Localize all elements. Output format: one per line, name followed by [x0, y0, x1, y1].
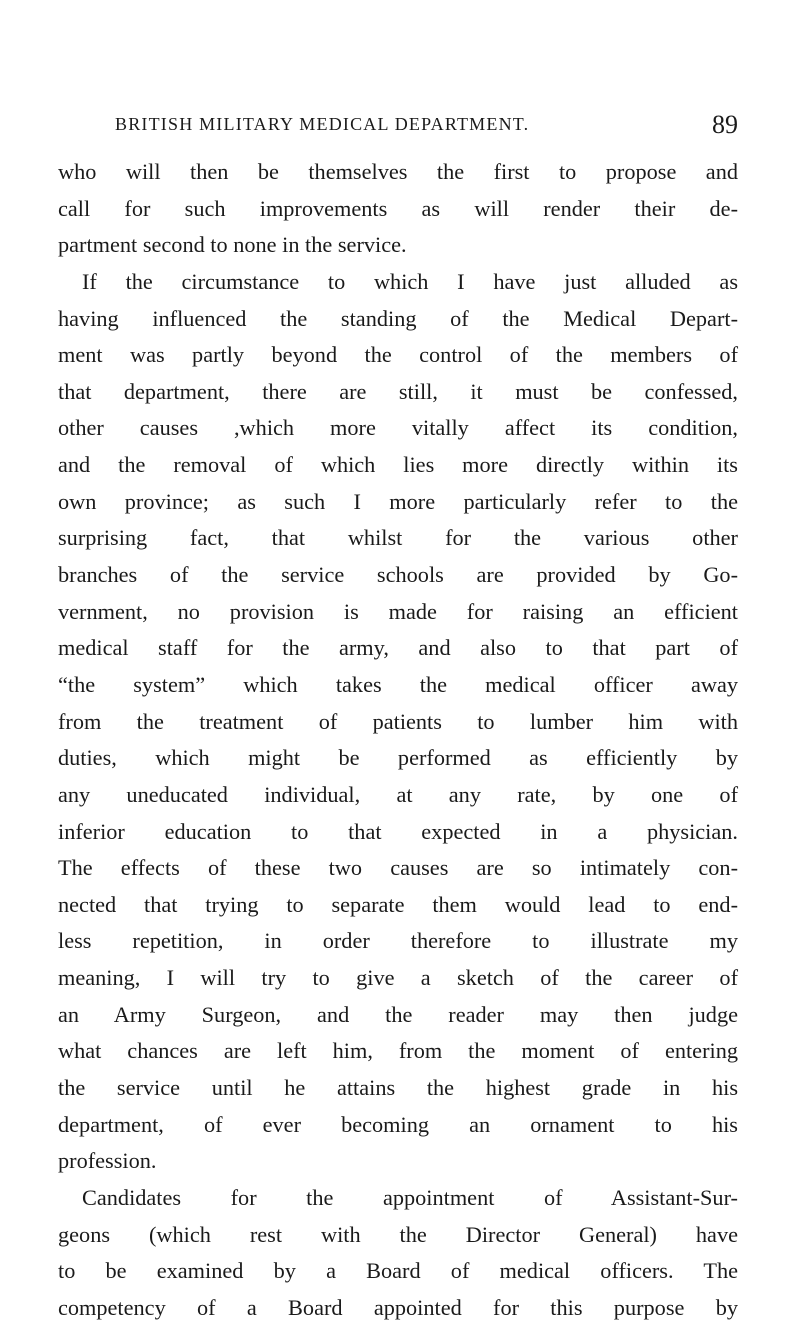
- text-line: profession.: [58, 1148, 157, 1174]
- text-line: own province; as such I more particularly refer to the: [58, 488, 738, 514]
- text-line: duties, which might be performed as efficiently by: [58, 745, 738, 771]
- running-head: [115, 110, 738, 140]
- text-line: from the treatment of patients to lumber him with: [58, 708, 738, 734]
- text-line: who will then be themselves the first to propose and: [58, 159, 738, 184]
- body-text: [58, 154, 738, 1327]
- page-number: 89: [712, 110, 738, 139]
- text-line: vernment, no provision is made for raising an efficient: [58, 598, 738, 624]
- paragraph-start-line: Candidates for the appointment of Assistant-Sur-: [82, 1184, 738, 1210]
- text-line: partment second to none in the service.: [58, 232, 407, 258]
- text-line: The effects of these two causes are so intimately con-: [58, 855, 738, 881]
- text-line: and the removal of which lies more directly within its: [58, 452, 738, 478]
- text-line: inferior education to that expected in a physician.: [58, 818, 738, 844]
- text-line: meaning, I will try to give a sketch of the career of: [58, 965, 738, 991]
- text-line: to be examined by a Board of medical officers. The: [58, 1258, 738, 1284]
- text-line: other causes ,which more vitally affect its condition,: [58, 415, 738, 441]
- text-line: call for such improvements as will render their de-: [58, 195, 738, 221]
- text-line: any uneducated individual, at any rate, by one of: [58, 781, 738, 807]
- text-line: less repetition, in order therefore to illustrate my: [58, 928, 738, 954]
- paragraph-start-line: If the circumstance to which I have just alluded as: [82, 268, 738, 294]
- text-line: branches of the service schools are provided by Go-: [58, 562, 738, 588]
- text-line: that department, there are still, it must be confessed,: [58, 378, 738, 404]
- running-title: BRITISH MILITARY MEDICAL DEPARTMENT.: [115, 114, 530, 134]
- text-line: department, of ever becoming an ornament to his: [58, 1111, 738, 1137]
- text-line: what chances are left him, from the moment of entering: [58, 1038, 738, 1064]
- text-line: the service until he attains the highest grade in his: [58, 1075, 738, 1101]
- text-line: an Army Surgeon, and the reader may then judge: [58, 1001, 738, 1027]
- text-line: competency of a Board appointed for this purpose by: [58, 1294, 738, 1320]
- text-line: surprising fact, that whilst for the various other: [58, 525, 738, 551]
- text-line: “the system” which takes the medical officer away: [58, 671, 738, 697]
- text-line: medical staff for the army, and also to that part of: [58, 635, 738, 661]
- text-line: geons (which rest with the Director General) have: [58, 1221, 738, 1247]
- text-line: ment was partly beyond the control of the members of: [58, 342, 738, 368]
- text-line: nected that trying to separate them would lead to end-: [58, 891, 738, 917]
- text-line: having influenced the standing of the Medical Depart-: [58, 305, 738, 331]
